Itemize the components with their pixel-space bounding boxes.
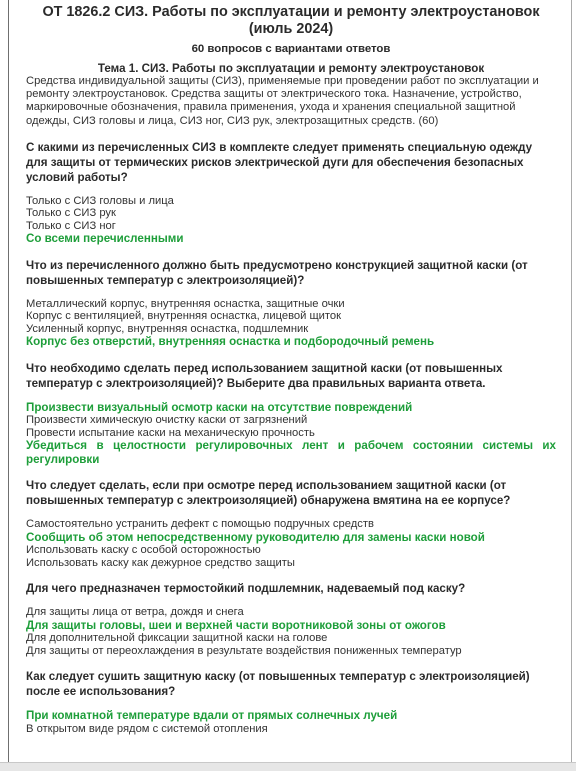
- answer-option: Для защиты от переохлаждения в результате воздействия пониженных температур: [26, 644, 462, 657]
- question-block: [26, 258, 556, 349]
- answer-option: Для защиты лица от ветра, дождя и снега: [26, 606, 244, 619]
- question-block: [26, 581, 556, 657]
- answer-option: Произвести химическую очистку каски от загрязнений: [26, 414, 308, 427]
- question-text: С какими из перечисленных СИЗ в комплекте следует применять специальную одежду для защиты от термических рисков электрической дуги для обеспечения безопасных условий работы?: [26, 140, 533, 184]
- topic-description: Средства индивидуальной защиты (СИЗ), применяемые при проведении работ по эксплуатации и ремонту электроустановок. Средства защиты от электрического тока. Назначение, устройство, маркировочные обозначения, правила применения, ухода и хранения специальной защитной одежды, СИЗ головы и лица, СИЗ ног, СИЗ рук, электрозащитных средств. (60): [26, 75, 539, 127]
- document-subtitle: 60 вопросов с вариантами ответов: [191, 43, 391, 55]
- answer-option: Только с СИЗ рук: [26, 207, 116, 220]
- correct-answer: Произвести визуальный осмотр каски на отсутствие повреждений: [26, 400, 413, 414]
- page-right-border: [571, 0, 572, 762]
- question-text: Что необходимо сделать перед использованием защитной каски (от повышенных температур с электроизоляцией)? Выберите два правильных варианта ответа.: [26, 361, 503, 390]
- question-block: [26, 478, 556, 569]
- question-text: Что из перечисленного должно быть предусмотрено конструкцией защитной каски (от повышенных температур с электроизоляцией)?: [26, 258, 528, 287]
- document-page: [26, 4, 556, 735]
- correct-answer: Корпус без отверстий, внутренняя оснастка и подбородочный ремень: [26, 335, 435, 349]
- question-text: Что следует сделать, если при осмотре перед использованием защитной каски (от повышенных температур с электроизоляцией) обнаружена вмятина на ее корпусе?: [26, 479, 511, 508]
- answer-option: Металлический корпус, внутренняя оснастка, защитные очки: [26, 297, 345, 310]
- document-title: ОТ 1826.2 СИЗ. Работы по эксплуатации и ремонту электроустановок (июль 2024): [42, 4, 540, 37]
- question-text: Как следует сушить защитную каску (от повышенных температур с электроизоляцией) после ее использования?: [26, 670, 530, 699]
- correct-answer: При комнатной температуре вдали от прямых солнечных лучей: [26, 709, 398, 723]
- answer-option: Корпус с вентиляцией, внутренняя оснастка, лицевой щиток: [26, 310, 342, 323]
- answer-option: Самостоятельно устранить дефект с помощью подручных средств: [26, 518, 374, 531]
- topic-title: Тема 1. СИЗ. Работы по эксплуатации и ремонту электроустановок: [97, 62, 485, 75]
- answer-option: Только с СИЗ ног: [26, 219, 116, 232]
- question-block: [26, 361, 556, 467]
- page-left-border: [8, 0, 9, 762]
- answer-option: Только с СИЗ головы и лица: [26, 194, 174, 207]
- answer-option: Для дополнительной фиксации защитной каски на голове: [26, 632, 328, 645]
- correct-answer: Со всеми перечисленными: [26, 232, 184, 246]
- answer-option: В открытом виде рядом с системой отопления: [26, 722, 268, 735]
- answer-option: Использовать каску как дежурное средство защиты: [26, 556, 295, 569]
- answer-option: Провести испытание каски на механическую прочность: [26, 426, 315, 439]
- answer-option: Усиленный корпус, внутренняя оснастка, подшлемник: [26, 322, 309, 335]
- correct-answer: Сообщить об этом непосредственному руководителю для замены каски новой: [26, 530, 485, 544]
- question-text: Для чего предназначен термостойкий подшлемник, надеваемый под каску?: [26, 582, 466, 596]
- question-block: [26, 140, 556, 246]
- correct-answer: Убедиться в целостности регулировочных лент и рабочем состоянии системы их регулировки: [26, 439, 556, 466]
- answer-option: Использовать каску с особой осторожностью: [26, 544, 261, 557]
- question-block: [26, 669, 556, 735]
- correct-answer: Для защиты головы, шеи и верхней части воротниковой зоны от ожогов: [26, 618, 446, 632]
